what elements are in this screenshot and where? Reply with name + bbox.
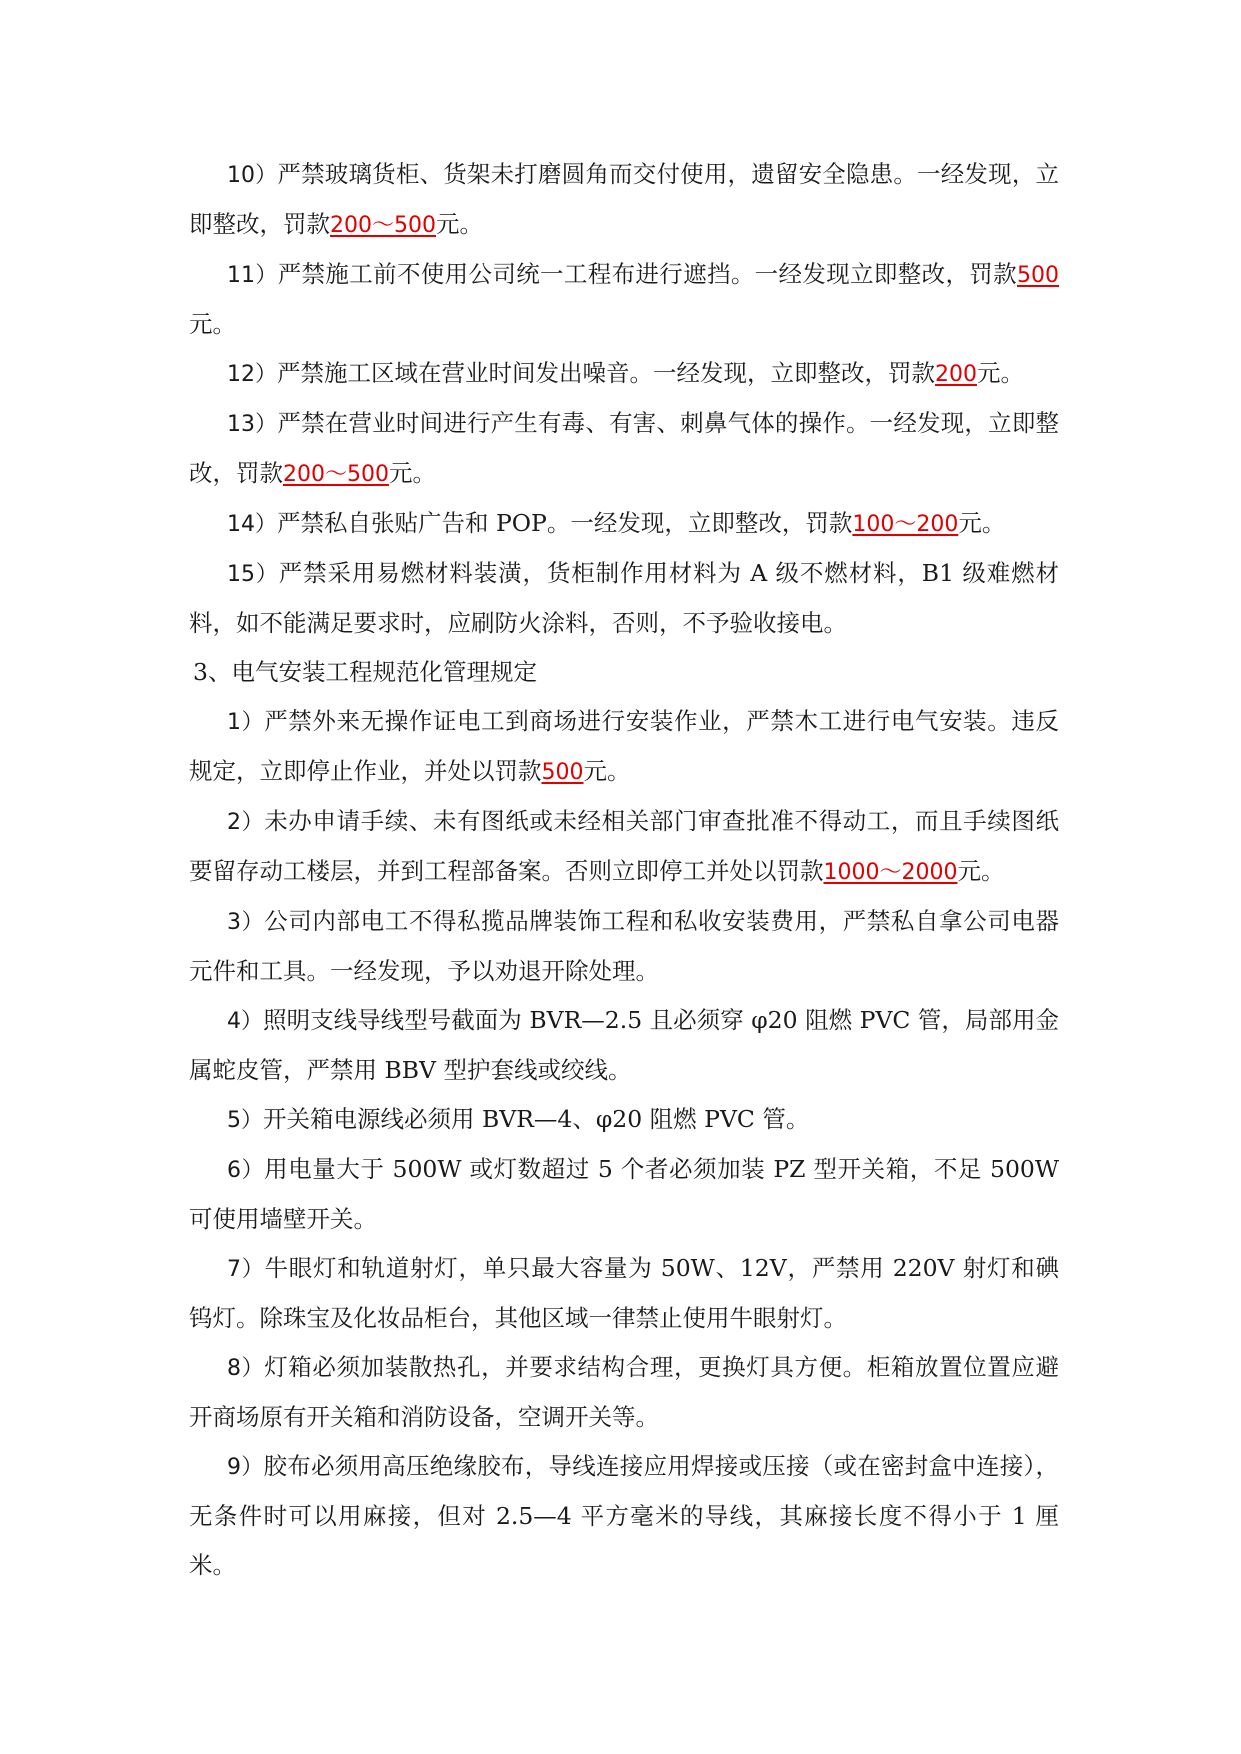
- item-number: 8）: [227, 1356, 265, 1381]
- item-text-end: 元。: [388, 459, 436, 487]
- rule-item-10: [189, 150, 1059, 250]
- item-text: 未办申请手续、未有图纸或未经相关部门审查批准不得动工，而且手续图纸要留存动工楼层，并到工程部备案。否则立即停工并处以罚款: [189, 807, 1059, 885]
- electrical-rule-2: [189, 797, 1059, 897]
- item-text-end: 元。: [189, 310, 236, 338]
- item-text-end: 元。: [435, 210, 483, 238]
- item-text: 照明支线导线型号截面为 BVR—2.5 且必须穿 φ20 阻燃 PVC 管，局部用金属蛇皮管，严禁用 BBV 型护套线或绞线。: [189, 1006, 1060, 1084]
- item-number: 9）: [227, 1455, 264, 1480]
- item-number: 2）: [227, 810, 265, 835]
- item-number: 5）: [227, 1108, 263, 1133]
- rule-item-15: [189, 549, 1059, 648]
- electrical-rule-8: [189, 1343, 1059, 1442]
- electrical-rule-5: [189, 1095, 1059, 1145]
- rule-item-13: [189, 399, 1059, 499]
- item-text-end: 元。: [583, 757, 631, 785]
- fine-amount: 500: [1017, 263, 1060, 288]
- fine-amount: 200: [935, 362, 977, 387]
- electrical-rule-3: [189, 897, 1059, 996]
- item-number: 10）: [227, 163, 278, 188]
- rule-item-12: [189, 349, 1059, 399]
- rule-item-11: [189, 250, 1059, 349]
- item-text-end: 元。: [977, 359, 1024, 387]
- item-text: 开关箱电源线必须用 BVR—4、φ20 阻燃 PVC 管。: [263, 1105, 810, 1133]
- item-number: 14）: [227, 512, 277, 537]
- section-heading: 3、电气安装工程规范化管理规定: [193, 658, 537, 686]
- item-number: 15）: [227, 562, 279, 587]
- item-text: 牛眼灯和轨道射灯，单只最大容量为 50W、12V，严禁用 220V 射灯和碘钨灯。除珠宝及化妆品柜台，其他区域一律禁止使用牛眼射灯。: [189, 1254, 1060, 1332]
- electrical-rule-4: [189, 996, 1059, 1095]
- item-text: 公司内部电工不得私揽品牌装饰工程和私收安装费用，严禁私自拿公司电器元件和工具。一经发现，予以劝退开除处理。: [189, 907, 1059, 985]
- item-text: 胶布必须用高压绝缘胶布，导线连接应用焊接或压接（或在密封盒中连接），无条件时可以用麻接，但对 2.5—4 平方毫米的导线，其麻接长度不得小于 1 厘米。: [189, 1452, 1059, 1579]
- item-text: 灯箱必须加装散热孔，并要求结构合理，更换灯具方便。柜箱放置位置应避开商场原有开关箱和消防设备，空调开关等。: [189, 1353, 1059, 1431]
- electrical-rule-6: [189, 1145, 1059, 1244]
- item-text: 用电量大于 500W 或灯数超过 5 个者必须加装 PZ 型开关箱，不足 500W 可使用墙壁开关。: [189, 1155, 1060, 1233]
- item-number: 6）: [227, 1158, 265, 1183]
- item-text: 严禁玻璃货柜、货架未打磨圆角而交付使用，遗留安全隐患。一经发现，立即整改，罚款: [189, 160, 1060, 238]
- item-text-end: 元。: [957, 857, 1005, 885]
- item-text-end: 元。: [958, 509, 1006, 537]
- electrical-rule-7: [189, 1244, 1059, 1343]
- item-text: 严禁采用易燃材料装潢，货柜制作用材料为 A 级不燃材料，B1 级难燃材料，如不能满足要求时，应刷防火涂料，否则，不予验收接电。: [189, 559, 1059, 637]
- item-number: 11）: [227, 263, 278, 288]
- item-number: 3）: [227, 910, 265, 935]
- fine-amount: 500: [541, 760, 584, 785]
- item-number: 12）: [227, 362, 277, 387]
- rule-item-14: [189, 499, 1059, 549]
- item-text: 严禁私自张贴广告和 POP。一经发现，立即整改，罚款: [277, 509, 853, 537]
- fine-amount: 100～200: [852, 512, 959, 537]
- item-text: 严禁施工区域在营业时间发出噪音。一经发现，立即整改，罚款: [277, 359, 935, 387]
- item-number: 4）: [227, 1009, 264, 1034]
- item-number: 13）: [227, 412, 278, 437]
- item-text: 严禁在营业时间进行产生有毒、有害、刺鼻气体的操作。一经发现，立即整改，罚款: [189, 409, 1060, 487]
- fine-amount: 1000～2000: [823, 860, 958, 885]
- fine-amount: 200～500: [330, 213, 436, 238]
- item-text: 严禁外来无操作证电工到商场进行安装作业，严禁木工进行电气安装。违反规定，立即停止作业，并处以罚款: [189, 707, 1059, 785]
- fine-amount: 200～500: [283, 462, 389, 487]
- item-text: 严禁施工前不使用公司统一工程布进行遮挡。一经发现立即整改，罚款: [277, 260, 1018, 288]
- item-number: 7）: [227, 1257, 265, 1282]
- document-body: [189, 150, 1059, 1590]
- electrical-rule-9: [189, 1442, 1059, 1590]
- electrical-rule-1: [189, 697, 1059, 797]
- item-number: 1）: [227, 710, 265, 735]
